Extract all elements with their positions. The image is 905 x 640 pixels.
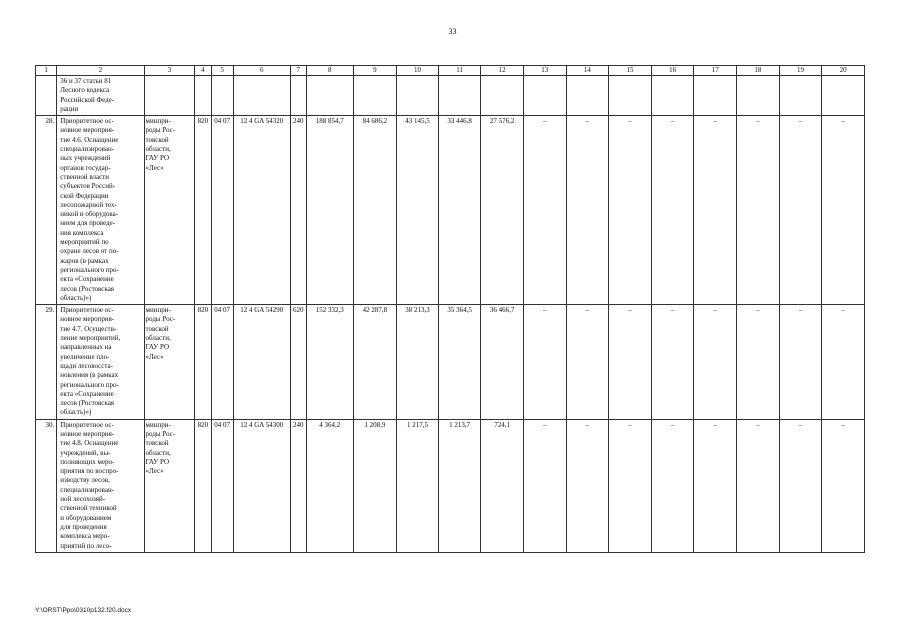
year-amount-cell: – xyxy=(822,305,865,420)
year-amount-cell: – xyxy=(523,305,566,420)
measure-name-line: субъектов Россий- xyxy=(60,182,116,191)
empty-cell xyxy=(694,76,737,116)
measure-name-line: Приоритетное ос- xyxy=(60,420,114,429)
executor-line: роды Рос- xyxy=(145,126,176,135)
empty-cell xyxy=(609,76,652,116)
year-amount-cell: – xyxy=(737,419,780,552)
empty-cell xyxy=(211,76,233,116)
measure-name-line: нием для проведе- xyxy=(60,219,116,228)
empty-cell xyxy=(233,76,290,116)
executor-line: ГАУ РО xyxy=(145,457,170,466)
measure-name-line: Лесного кодекса xyxy=(60,86,110,95)
executor-line: товской xyxy=(145,324,169,333)
column-number-11: 11 xyxy=(438,66,481,76)
year-amount-cell: – xyxy=(737,305,780,420)
vr-cell: 240 xyxy=(290,116,306,305)
measure-name-line: Российской Феде- xyxy=(60,95,115,104)
measure-name-line: екта «Сохранение xyxy=(60,389,114,398)
measure-name-line: увеличение пло- xyxy=(60,352,110,361)
measure-name-line: специализирован- xyxy=(60,485,115,494)
year-amount-cell: 36 466,7 xyxy=(481,305,524,420)
year-amount-cell: 38 213,3 xyxy=(397,305,439,420)
header-row xyxy=(36,66,865,76)
measure-name-line: область)») xyxy=(60,408,92,417)
year-amount-cell: 724,1 xyxy=(481,419,524,552)
year-amount-cell: 42 287,8 xyxy=(353,305,397,420)
csr-cell: 12 4 GA 54320 xyxy=(233,116,290,305)
executor-cell xyxy=(144,419,195,552)
year-amount-cell: – xyxy=(566,419,609,552)
year-amount-cell: – xyxy=(694,116,737,305)
measure-name-line: новное мероприя- xyxy=(60,126,115,135)
page-number: 33 xyxy=(448,27,457,36)
year-amount-cell: 84 686,2 xyxy=(353,116,397,305)
executor-line: ГАУ РО xyxy=(145,343,170,352)
empty-cell xyxy=(144,76,195,116)
column-number-17: 17 xyxy=(694,66,737,76)
vr-cell: 620 xyxy=(290,305,306,420)
column-number-20: 20 xyxy=(822,66,865,76)
empty-cell xyxy=(438,76,481,116)
year-amount-cell: – xyxy=(779,116,822,305)
measure-name-line: направленных на xyxy=(60,343,112,352)
column-number-5: 5 xyxy=(211,66,233,76)
empty-cell xyxy=(737,76,780,116)
year-amount-cell: – xyxy=(694,419,737,552)
executor-line: «Лес» xyxy=(145,467,164,476)
empty-cell xyxy=(195,76,211,116)
measure-name-line: Приоритетное ос- xyxy=(60,306,114,315)
executor-line: товской xyxy=(145,135,169,144)
empty-cell xyxy=(779,76,822,116)
row-number-cell: 29. xyxy=(36,305,57,420)
table-row xyxy=(36,305,865,420)
measure-name-line: для проведения xyxy=(60,522,107,531)
executor-line: «Лес» xyxy=(145,352,164,361)
year-amount-cell: 43 145,5 xyxy=(397,116,439,305)
measure-name-line: приятий по лесо- xyxy=(60,541,112,550)
empty-cell xyxy=(651,76,694,116)
measure-name-line: ление мероприятий, xyxy=(60,334,121,343)
year-amount-cell: 35 364,5 xyxy=(438,305,481,420)
measure-name-cell xyxy=(57,116,144,305)
rzpr-cell: 04 07 xyxy=(211,419,233,552)
empty-cell xyxy=(822,76,865,116)
measure-name-line: ных учреждений xyxy=(60,154,111,163)
column-number-14: 14 xyxy=(566,66,609,76)
measure-name-cell xyxy=(57,76,144,116)
year-amount-cell: – xyxy=(566,116,609,305)
measure-name-line: новное мероприя- xyxy=(60,315,115,324)
executor-line: товской xyxy=(145,439,169,448)
year-amount-cell: – xyxy=(651,116,694,305)
year-amount-cell: – xyxy=(523,116,566,305)
empty-cell xyxy=(523,76,566,116)
measure-name-line: область)») xyxy=(60,293,92,302)
column-number-12: 12 xyxy=(481,66,524,76)
column-number-16: 16 xyxy=(651,66,694,76)
measure-name-line: ской Федерации xyxy=(60,191,109,200)
budget-table xyxy=(35,65,865,553)
year-amount-cell: – xyxy=(523,419,566,552)
measure-name-cell xyxy=(57,419,144,552)
total-amount-cell: 4 364,2 xyxy=(306,419,353,552)
total-amount-cell: 152 332,3 xyxy=(306,305,353,420)
measure-name-line: щади лесовосста- xyxy=(60,361,113,370)
empty-cell xyxy=(353,76,397,116)
measure-name-line: и оборудованием xyxy=(60,513,112,522)
vr-cell: 240 xyxy=(290,419,306,552)
file-path-footer: Y:\ORST\Ppo\0310p132.f20.docx xyxy=(35,607,132,614)
executor-line: области, xyxy=(145,448,171,457)
table-row xyxy=(36,116,865,305)
empty-cell xyxy=(306,76,353,116)
measure-name-line: Приоритетное ос- xyxy=(60,117,114,126)
rzpr-cell: 04 07 xyxy=(211,305,233,420)
executor-line: роды Рос- xyxy=(145,429,176,438)
measure-name-line: полняющих меро- xyxy=(60,457,115,466)
empty-cell xyxy=(397,76,439,116)
column-number-4: 4 xyxy=(195,66,211,76)
executor-cell xyxy=(144,116,195,305)
row-number-cell: 30. xyxy=(36,419,57,552)
measure-name-line: охране лесов от по- xyxy=(60,247,119,256)
measure-name-line: учреждений, вы- xyxy=(60,448,111,457)
measure-name-line: лесов (Ростовская xyxy=(60,284,115,293)
measure-name-line: ния комплекса xyxy=(60,228,104,237)
csr-cell: 12 4 GA 54300 xyxy=(233,419,290,552)
measure-name-line: 36 и 37 статьи 81 xyxy=(60,77,112,85)
column-number-13: 13 xyxy=(523,66,566,76)
grbs-cell: 820 xyxy=(195,305,211,420)
empty-cell xyxy=(481,76,524,116)
measure-name-line: ной лесохозяй- xyxy=(60,495,106,504)
rzpr-cell: 04 07 xyxy=(211,116,233,305)
executor-line: «Лес» xyxy=(145,163,164,172)
column-number-19: 19 xyxy=(779,66,822,76)
total-amount-cell: 188 854,7 xyxy=(306,116,353,305)
measure-name-line: ственной власти xyxy=(60,172,110,181)
measure-name-line: приятия по воспро- xyxy=(60,467,119,476)
year-amount-cell: – xyxy=(609,419,652,552)
measure-name-line: новления (в рамках xyxy=(60,371,119,380)
year-amount-cell: – xyxy=(779,305,822,420)
year-amount-cell: – xyxy=(609,305,652,420)
year-amount-cell: 33 446,8 xyxy=(438,116,481,305)
column-number-18: 18 xyxy=(737,66,780,76)
measure-name-line: ственной техникой xyxy=(60,504,117,513)
measure-name-line: жаров (в рамках xyxy=(60,256,109,265)
year-amount-cell: – xyxy=(779,419,822,552)
measure-name-line: регионального про- xyxy=(60,265,119,274)
column-number-1: 1 xyxy=(36,66,57,76)
year-amount-cell: – xyxy=(609,116,652,305)
executor-line: минпри- xyxy=(145,420,171,429)
measure-name-line: комплекса меро- xyxy=(60,532,110,541)
grbs-cell: 820 xyxy=(195,419,211,552)
measure-name-line: екта «Сохранение xyxy=(60,275,114,284)
empty-cell xyxy=(290,76,306,116)
continuation-row xyxy=(36,76,865,116)
executor-line: минпри- xyxy=(145,117,171,126)
year-amount-cell: – xyxy=(651,419,694,552)
measure-name-cell xyxy=(57,305,144,420)
row-number-cell xyxy=(36,76,57,116)
measure-name-line: рации xyxy=(60,104,79,113)
executor-line: области, xyxy=(145,145,171,154)
column-number-8: 8 xyxy=(306,66,353,76)
measure-name-line: лесопожарной тех- xyxy=(60,200,117,209)
year-amount-cell: 1 217,5 xyxy=(397,419,439,552)
executor-line: области, xyxy=(145,334,171,343)
measure-name-line: изводству лесов, xyxy=(60,476,110,485)
year-amount-cell: – xyxy=(737,116,780,305)
executor-line: ГАУ РО xyxy=(145,154,170,163)
year-amount-cell: 27 576,2 xyxy=(481,116,524,305)
executor-cell xyxy=(144,305,195,420)
measure-name-line: тие 4.6. Оснащение xyxy=(60,135,119,144)
column-number-2: 2 xyxy=(57,66,144,76)
year-amount-cell: – xyxy=(822,419,865,552)
year-amount-cell: – xyxy=(651,305,694,420)
measure-name-line: специализирован- xyxy=(60,145,115,154)
measure-name-line: лесов (Ростовская xyxy=(60,399,115,408)
column-number-9: 9 xyxy=(353,66,397,76)
measure-name-line: регионального про- xyxy=(60,380,119,389)
executor-line: минпри- xyxy=(145,306,171,315)
measure-name-line: мероприятий по xyxy=(60,238,109,247)
measure-name-line: новное мероприя- xyxy=(60,429,115,438)
column-number-15: 15 xyxy=(609,66,652,76)
measure-name-line: никой и оборудова- xyxy=(60,210,119,219)
executor-line: роды Рос- xyxy=(145,315,176,324)
year-amount-cell: – xyxy=(566,305,609,420)
measure-name-line: органов государ- xyxy=(60,163,111,172)
column-number-10: 10 xyxy=(397,66,439,76)
year-amount-cell: 1 208,9 xyxy=(353,419,397,552)
year-amount-cell: – xyxy=(694,305,737,420)
measure-name-line: тие 4.7. Осуществ- xyxy=(60,324,117,333)
csr-cell: 12 4 GA 54290 xyxy=(233,305,290,420)
column-number-6: 6 xyxy=(233,66,290,76)
row-number-cell: 28. xyxy=(36,116,57,305)
grbs-cell: 820 xyxy=(195,116,211,305)
table-row xyxy=(36,419,865,552)
year-amount-cell: – xyxy=(822,116,865,305)
column-number-7: 7 xyxy=(290,66,306,76)
year-amount-cell: 1 213,7 xyxy=(438,419,481,552)
empty-cell xyxy=(566,76,609,116)
measure-name-line: тие 4.8. Оснащение xyxy=(60,439,119,448)
column-number-3: 3 xyxy=(144,66,195,76)
